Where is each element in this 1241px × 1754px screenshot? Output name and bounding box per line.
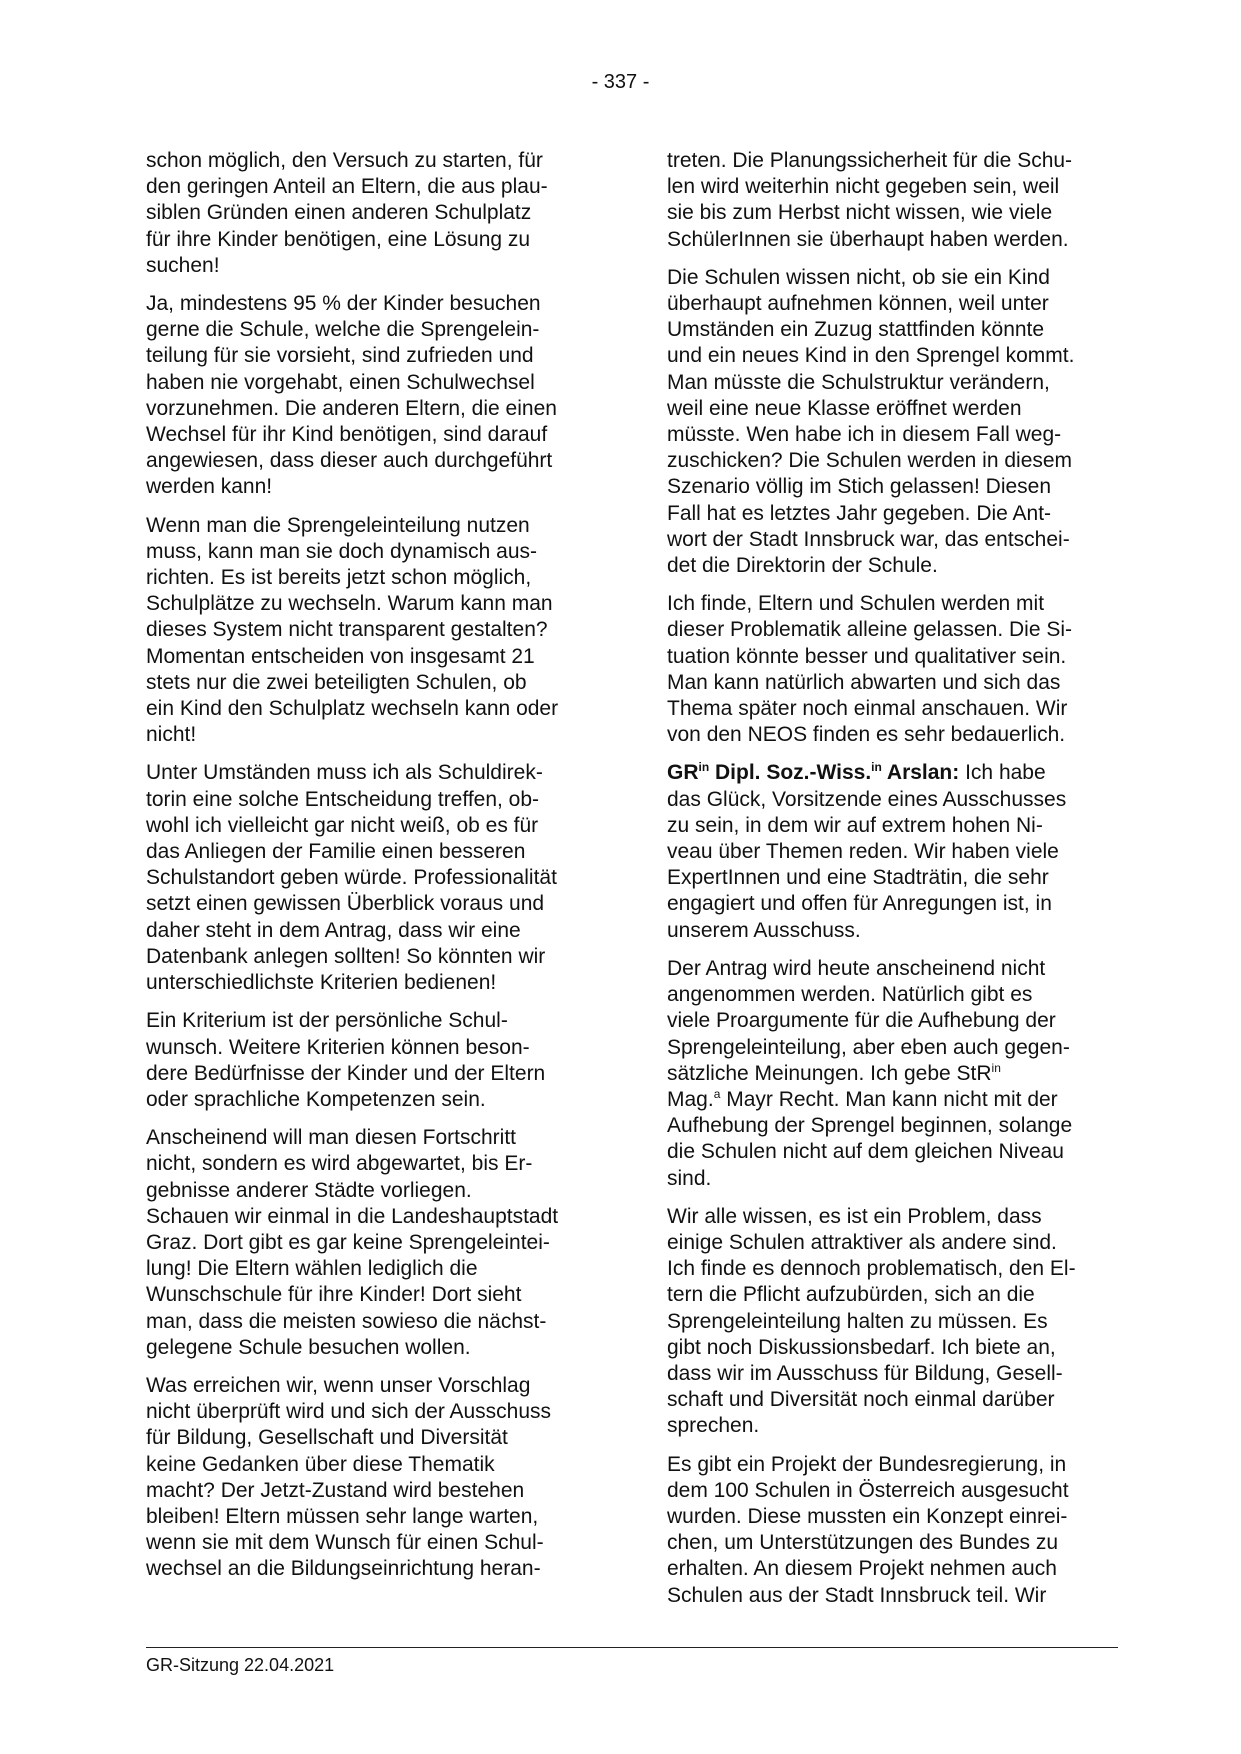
speaker-name: $GR^{in}$ Dipl. Soz.-Wiss.$^{in}$ Arslan:: [667, 760, 960, 785]
text-line: Momentan entscheiden von insgesamt 21: [146, 644, 535, 668]
text-line: Aufhebung der Sprengel beginnen, solange: [667, 1114, 1073, 1138]
text-line: lung! Die Eltern wählen lediglich die: [146, 1257, 478, 1281]
left-paragraph: [146, 760, 596, 996]
page-number: - 337 -: [591, 71, 650, 93]
text-line: nicht!: [146, 723, 197, 747]
text-line: wunsch. Weitere Kriterien können beson-: [146, 1035, 530, 1059]
text-line: für Bildung, Gesellschaft und Diversität: [146, 1426, 508, 1450]
text-line: Sprengeleinteilung, aber eben auch gegen-: [667, 1035, 1070, 1059]
text-line: die Schulen nicht auf dem gleichen Niveau: [667, 1140, 1064, 1164]
paragraph-proposal-rejected: [667, 956, 1117, 1192]
text-line: engagiert und offen für Anregungen ist, in: [667, 892, 1052, 916]
text-line: Wechsel für ihr Kind benötigen, sind darauf: [146, 423, 548, 447]
text-line: keine Gedanken über diese Thematik: [146, 1452, 495, 1476]
text-line: und ein neues Kind in den Sprengel kommt.: [667, 344, 1075, 368]
text-line: gebnisse anderer Städte vorliegen.: [146, 1178, 472, 1202]
text-line: Die Schulen wissen nicht, ob sie ein Kind: [667, 265, 1050, 289]
text-line: Thema später noch einmal anschauen. Wir: [667, 697, 1068, 721]
text-line: nicht überprüft wird und sich der Ausschuss: [146, 1400, 552, 1424]
text-line: wort der Stadt Innsbruck war, das entschei-: [667, 527, 1070, 551]
text-line: siblen Gründen einen anderen Schulplatz: [146, 201, 532, 225]
left-paragraph: [146, 1125, 596, 1361]
text-line: richten. Es ist bereits jetzt schon möglich,: [146, 566, 532, 590]
text-line: müsste. Wen habe ich in diesem Fall weg-: [667, 423, 1062, 447]
text-line: Sprengeleinteilung halten zu müssen. Es: [667, 1309, 1048, 1333]
text-line: muss, kann man sie doch dynamisch aus-: [146, 539, 538, 563]
text-line: für ihre Kinder benötigen, eine Lösung zu: [146, 227, 531, 251]
text-line: suchen!: [146, 253, 220, 277]
text-line: dem 100 Schulen in Österreich ausgesucht: [667, 1478, 1069, 1502]
text-line: Schulplätze zu wechseln. Warum kann man: [146, 592, 553, 616]
footer-session-date: GR-Sitzung 22.04.2021: [146, 1655, 335, 1675]
text-line: tuation könnte besser und qualitativer sein.: [667, 644, 1067, 668]
text-line: Umständen ein Zuzug stattfinden könnte: [667, 318, 1045, 342]
text-line: zuschicken? Die Schulen werden in diesem: [667, 449, 1073, 473]
text-line: SchülerInnen sie überhaupt haben werden.: [667, 227, 1069, 251]
left-paragraph: [146, 148, 596, 279]
text-line: bleiben! Eltern müssen sehr lange warten,: [146, 1504, 539, 1528]
text-line: wechsel an die Bildungseinrichtung heran-: [146, 1557, 541, 1581]
paragraph-lines: [667, 1113, 1117, 1192]
text-line: Ja, mindestens 95 % der Kinder besuchen: [146, 292, 541, 316]
text-line: Es gibt ein Projekt der Bundesregierung, in: [667, 1452, 1067, 1476]
text-line: überhaupt aufnehmen können, weil unter: [667, 292, 1049, 316]
text-line: veau über Themen reden. Wir haben viele: [667, 840, 1059, 864]
text-line: gerne die Schule, welche die Sprengelein-: [146, 318, 540, 342]
text-line: dere Bedürfnisse der Kinder und der Eltern: [146, 1061, 546, 1085]
text-line: weil eine neue Klasse eröffnet werden: [667, 396, 1022, 420]
text-line: wenn sie mit dem Wunsch für einen Schul-: [146, 1531, 544, 1555]
text-line: das Glück, Vorsitzende eines Ausschusses: [667, 787, 1067, 811]
text-line: haben nie vorgehabt, einen Schulwechsel: [146, 370, 535, 394]
text-line: Szenario völlig im Stich gelassen! Diesen: [667, 475, 1052, 499]
text-line: chen, um Unterstützungen des Bundes zu: [667, 1531, 1059, 1555]
text-line: torin eine solche Entscheidung treffen, ob-: [146, 787, 540, 811]
text-line: Wir alle wissen, es ist ein Problem, dass: [667, 1204, 1042, 1228]
footer-divider: [146, 1647, 1118, 1648]
text-line: macht? Der Jetzt-Zustand wird bestehen: [146, 1478, 525, 1502]
paragraph-lines: [667, 956, 1117, 1061]
text-line: Unter Umständen muss ich als Schuldirek-: [146, 761, 543, 785]
text-line: ein Kind den Schulplatz wechseln kann oder: [146, 697, 559, 721]
text-line: Wunschschule für ihre Kinder! Dort sieht: [146, 1283, 522, 1307]
text-line: angenommen werden. Natürlich gibt es: [667, 983, 1033, 1007]
text-line: wohl ich vielleicht gar nicht weiß, ob es für: [146, 813, 539, 837]
text-line: daher steht in dem Antrag, dass wir eine: [146, 918, 521, 942]
text-line: zu sein, in dem wir auf extrem hohen Ni-: [667, 813, 1043, 837]
text-line: schaft und Diversität noch einmal darüber: [667, 1388, 1055, 1412]
text-line: Anscheinend will man diesen Fortschritt: [146, 1126, 517, 1150]
text-line: vorzunehmen. Die anderen Eltern, die einen: [146, 396, 557, 420]
left-paragraph: [146, 1373, 596, 1583]
speaker-text: [667, 787, 1117, 944]
text-line: det die Direktorin der Schule.: [667, 554, 938, 578]
text-line: Wenn man die Sprengeleinteilung nutzen: [146, 513, 530, 537]
text-line: sie bis zum Herbst nicht wissen, wie viele: [667, 201, 1053, 225]
text-line: sprechen.: [667, 1414, 760, 1438]
paragraph-attractive-schools: [667, 1204, 1117, 1440]
text-line: einige Schulen attraktiver als andere sind.: [667, 1230, 1057, 1254]
text-line: Was erreichen wir, wenn unser Vorschlag: [146, 1373, 531, 1397]
text-line: len wird weiterhin nicht gegeben sein, weil: [667, 175, 1060, 199]
line-mag-mention: Mag.$^a$ Mayr Recht. Man kann nicht mit der: [667, 1086, 1058, 1111]
text-line: unserem Ausschuss.: [667, 918, 861, 942]
text-line: dass wir im Ausschuss für Bildung, Gesell-: [667, 1361, 1063, 1385]
text-line: Schauen wir einmal in die Landeshauptstadt: [146, 1204, 559, 1228]
text-line: oder sprachliche Kompetenzen sein.: [146, 1087, 486, 1111]
text-line: Schulen aus der Stadt Innsbruck teil. Wir: [667, 1583, 1047, 1607]
text-line: dieser Problematik alleine gelassen. Die Si-: [667, 618, 1073, 642]
text-line: Man kann natürlich abwarten und sich das: [667, 670, 1061, 694]
paragraph-continued: [667, 148, 1117, 253]
text-line: gelegene Schule besuchen wollen.: [146, 1335, 471, 1359]
text-line: sind.: [667, 1166, 712, 1190]
text-line: teilung für sie vorsieht, sind zufrieden und: [146, 344, 534, 368]
speaker-paragraph: [667, 760, 1117, 943]
paragraph-neos-statement: [667, 591, 1117, 748]
speaker-line: $GR^{in}$ Dipl. Soz.-Wiss.$^{in}$ Arslan: Ich habe: [667, 760, 1046, 785]
text-line: tern die Pflicht aufzubürden, sich an die: [667, 1283, 1035, 1307]
text-line: treten. Die Planungssicherheit für die Schu-: [667, 149, 1073, 172]
right-column: [667, 148, 1117, 1621]
left-column: [146, 148, 596, 1595]
text-line: Graz. Dort gibt es gar keine Sprengeleintei-: [146, 1230, 550, 1254]
text-line: Ich finde, Eltern und Schulen werden mit: [667, 592, 1045, 616]
text-line: von den NEOS finden es sehr bedauerlich.: [667, 723, 1066, 747]
text-line: man, dass die meisten sowieso die nächst-: [146, 1309, 547, 1333]
paragraph-school-uncertainty: [667, 265, 1117, 579]
text-line: angewiesen, dass dieser auch durchgeführt: [146, 449, 553, 473]
text-line: setzt einen gewissen Überblick voraus und: [146, 892, 545, 916]
text-line: ExpertInnen und eine Stadträtin, die sehr: [667, 866, 1049, 890]
text-line: gibt noch Diskussionsbedarf. Ich biete an,: [667, 1335, 1056, 1359]
text-line: dieses System nicht transparent gestalten?: [146, 618, 548, 642]
left-paragraph: [146, 291, 596, 501]
text-line: wurden. Diese mussten ein Konzept einrei-: [667, 1504, 1068, 1528]
text-line: viele Proargumente für die Aufhebung der: [667, 1009, 1056, 1033]
text-line: das Anliegen der Familie einen besseren: [146, 840, 526, 864]
text-line: erhalten. An diesem Projekt nehmen auch: [667, 1557, 1057, 1581]
text-line: Der Antrag wird heute anscheinend nicht: [667, 956, 1046, 980]
text-line: Fall hat es letztes Jahr gegeben. Die Ant-: [667, 501, 1052, 525]
paragraph-federal-project: [667, 1452, 1117, 1609]
left-paragraph: [146, 513, 596, 749]
text-line: Datenbank anlegen sollten! So könnten wir: [146, 944, 546, 968]
text-line: Schulstandort geben würde. Professionalität: [146, 866, 557, 890]
text-line: den geringen Anteil an Eltern, die aus plau-: [146, 175, 548, 199]
text-line: werden kann!: [146, 475, 273, 499]
text-line: schon möglich, den Versuch zu starten, für: [146, 149, 543, 172]
line-str-mention: sätzliche Meinungen. Ich gebe StR$^{in}$: [667, 1060, 1001, 1085]
text-line: Man müsste die Schulstruktur verändern,: [667, 370, 1050, 394]
text-line: Ein Kriterium ist der persönliche Schul-: [146, 1009, 508, 1033]
text-line: nicht, sondern es wird abgewartet, bis Er-: [146, 1152, 533, 1176]
text-line: unterschiedlichste Kriterien bedienen!: [146, 971, 497, 995]
text-line: stets nur die zwei beteiligten Schulen, ob: [146, 670, 527, 694]
text-line: Ich finde es dennoch problematisch, den El-: [667, 1257, 1076, 1281]
left-paragraph: [146, 1008, 596, 1113]
